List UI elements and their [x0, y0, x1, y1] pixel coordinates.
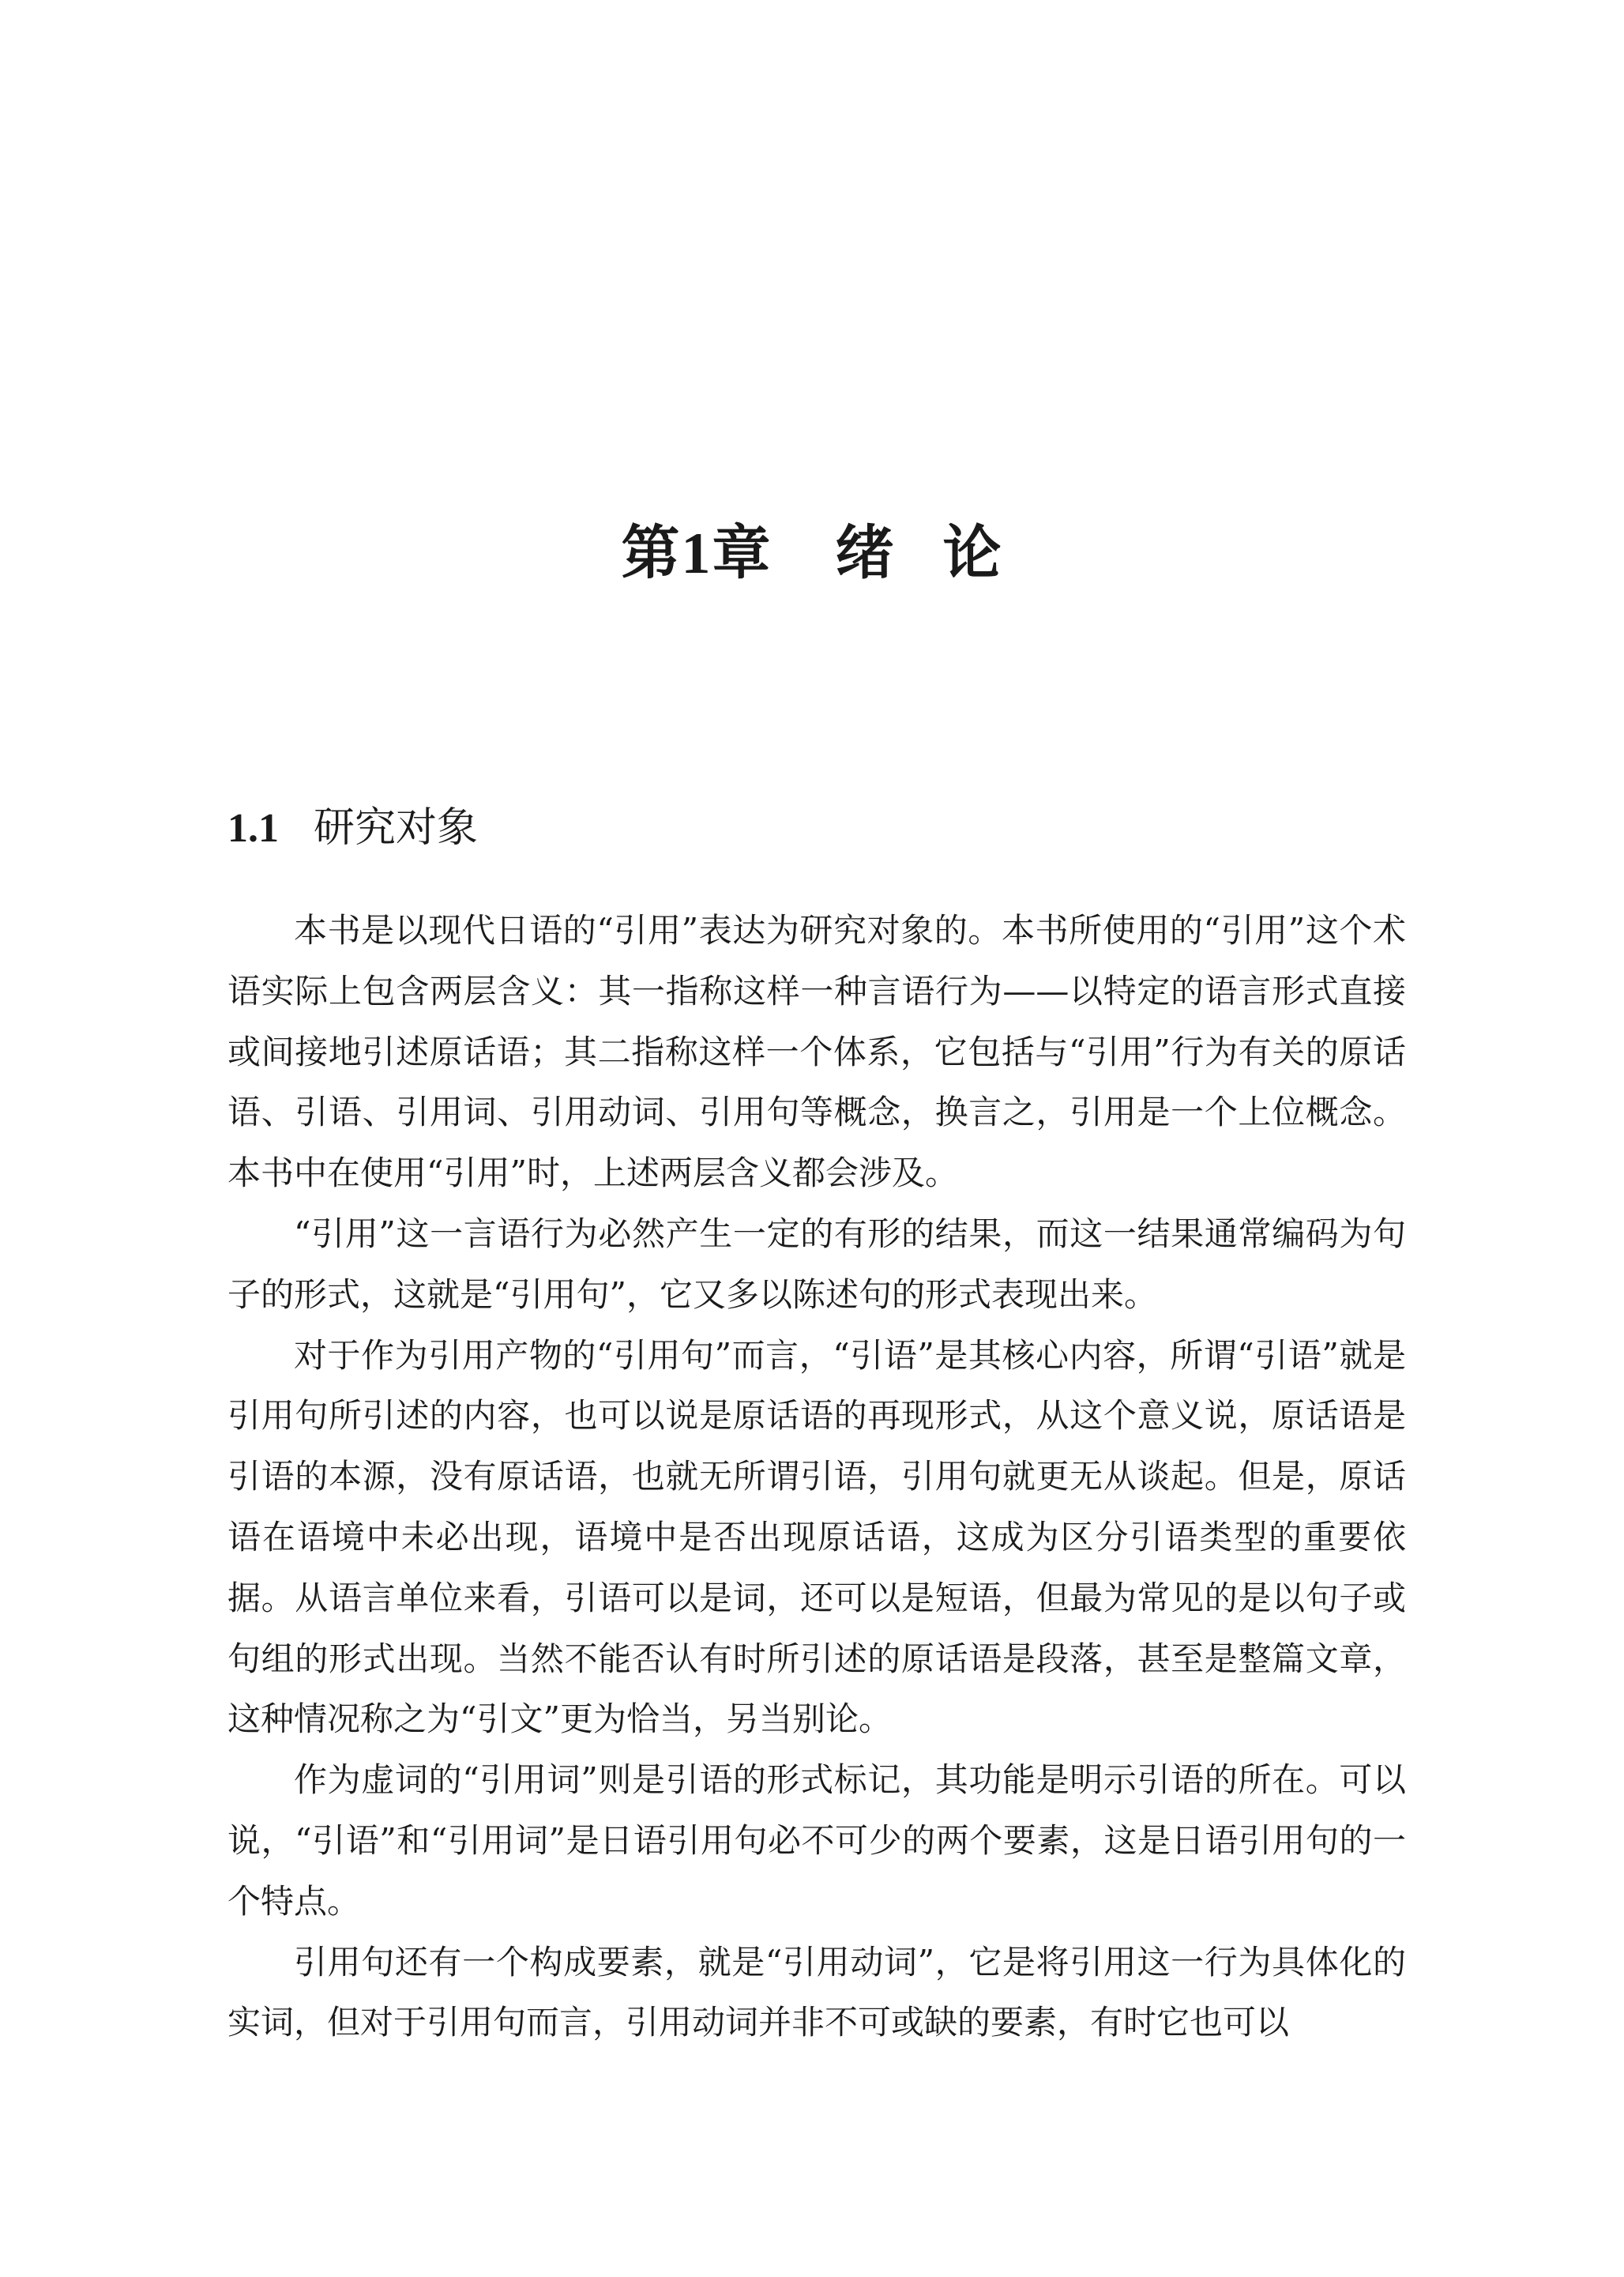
section-title: 研究对象: [314, 804, 479, 852]
chapter-title-char-1: 绪: [835, 519, 896, 587]
body-text: [227, 901, 1406, 2053]
chapter-number: 1: [681, 521, 712, 586]
chapter-title-char-2: 论: [942, 519, 1003, 587]
section-number: 1.1: [227, 806, 279, 851]
chapter-prefix: 第: [621, 519, 682, 587]
paragraph: 引用句还有一个构成要素，就是“引用动词”，它是将引用这一行为具体化的实词，但对于引用句而言，引用动词并非不可或缺的要素，有时它也可以: [227, 1942, 1406, 2042]
paragraph: 作为虚词的“引用词”则是引语的形式标记，其功能是明示引语的所在。可以说，“引语”和“引用词”是日语引用句必不可少的两个要素，这是日语引用句的一个特点。: [227, 1760, 1406, 1921]
section-heading: [227, 800, 478, 856]
chapter-suffix: 章: [712, 519, 773, 587]
chapter-title: [0, 518, 1624, 589]
paragraph: 对于作为引用产物的“引用句”而言，“引语”是其核心内容，所谓“引语”就是引用句所引述的内容，也可以说是原话语的再现形式，从这个意义说，原话语是引语的本源，没有原话语，也就无所谓引语，引用句就更无从谈起。但是，原话语在语境中未必出现，语境中是否出现原话语，这成为区分引语类型的重要依据。从语言单位来看，引语可以是词，还可以是短语，但最为常见的是以句子或句组的形式出现。当然不能否认有时所引述的原话语是段落，甚至是整篇文章，这种情况称之为“引文”更为恰当，另当别论。: [227, 1335, 1406, 1739]
paragraph: 本书是以现代日语的“引用”表达为研究对象的。本书所使用的“引用”这个术语实际上包含两层含义：其一指称这样一种言语行为——以特定的语言形式直接或间接地引述原话语；其二指称这样一个体系，它包括与“引用”行为有关的原话语、引语、引用词、引用动词、引用句等概念，换言之，引用是一个上位概念。本书中在使用“引用”时，上述两层含义都会涉及。: [227, 911, 1406, 1193]
paragraph: “引用”这一言语行为必然产生一定的有形的结果，而这一结果通常编码为句子的形式，这就是“引用句”，它又多以陈述句的形式表现出来。: [227, 1214, 1406, 1314]
